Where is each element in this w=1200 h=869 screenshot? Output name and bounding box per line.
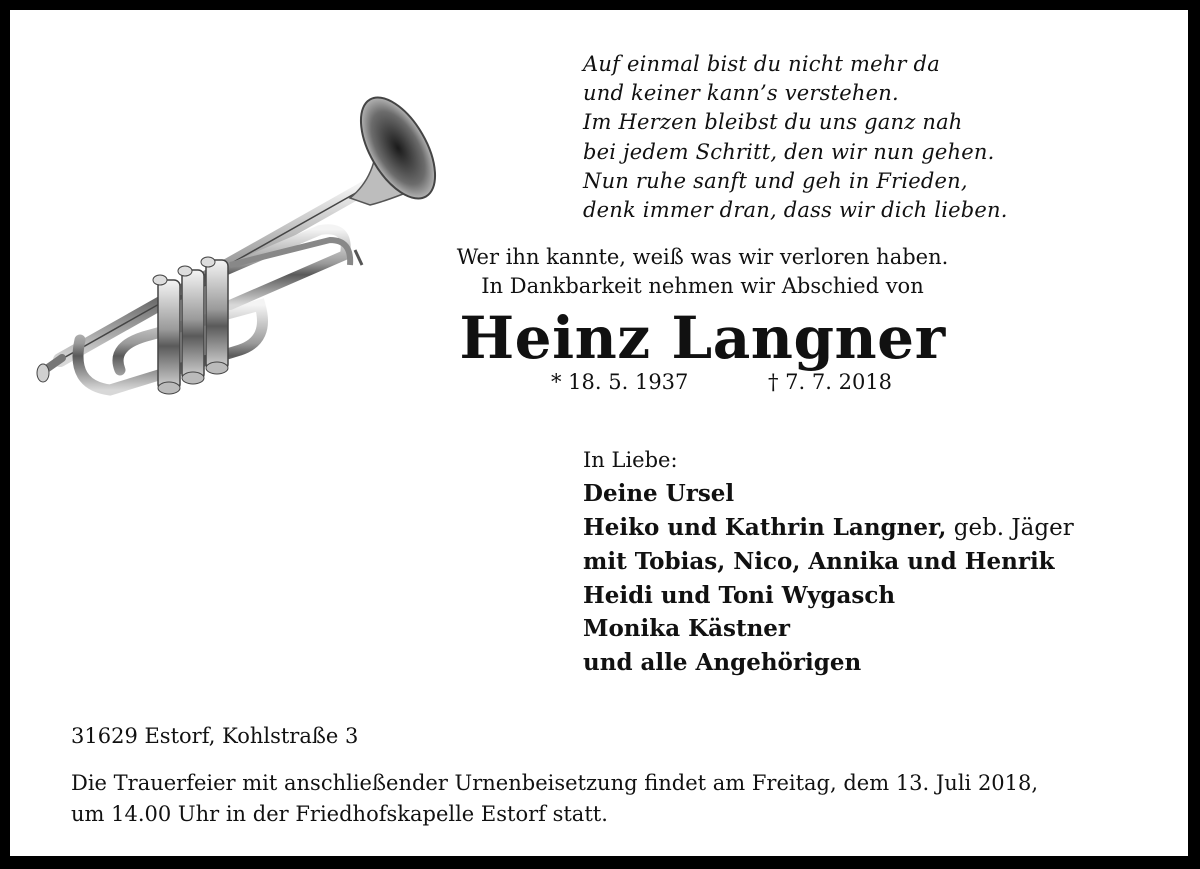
ceremony-line-2: um 14.00 Uhr in der Friedhofskapelle Estorf statt. xyxy=(71,802,608,826)
poem-line: bei jedem Schritt, den wir nun gehen. xyxy=(583,139,995,164)
maiden-name: geb. Jäger xyxy=(946,514,1074,541)
intro-line-2: In Dankbarkeit nehmen wir Abschied von xyxy=(481,274,924,298)
ceremony-line-1: Die Trauerfeier mit anschließender Urnenbeisetzung findet am Freitag, dem 13. Juli 2018, xyxy=(71,771,1039,795)
poem-line: Im Herzen bleibst du uns ganz nah xyxy=(583,110,963,135)
intro-line-1: Wer ihn kannte, weiß was wir verloren haben. xyxy=(456,245,949,269)
mourner-line: Heidi und Toni Wygasch xyxy=(583,581,896,609)
death-date: † 7. 7. 2018 xyxy=(768,370,893,394)
mourner-line: und alle Angehörigen xyxy=(583,648,862,676)
obituary-notice xyxy=(10,10,1188,856)
mourner-names: Heiko und Kathrin Langner, xyxy=(583,513,947,541)
poem-line: Nun ruhe sanft und geh in Frieden, xyxy=(583,168,968,193)
address: 31629 Estorf, Kohlstraße 3 xyxy=(71,724,359,748)
poem xyxy=(583,50,1008,225)
poem-line: denk immer dran, dass wir dich lieben. xyxy=(583,198,1008,223)
ceremony-info xyxy=(71,768,1143,830)
mourner-line: Deine Ursel xyxy=(583,480,735,507)
poem-line: Auf einmal bist du nicht mehr da xyxy=(583,52,940,76)
poem-line: und keiner kann’s verstehen. xyxy=(583,81,899,106)
mourner-line: mit Tobias, Nico, Annika und Henrik xyxy=(583,548,1055,575)
mourners-list xyxy=(583,444,1074,679)
intro-text xyxy=(370,243,1035,301)
mourners-lead: In Liebe: xyxy=(583,448,678,472)
birth-date: * 18. 5. 1937 xyxy=(551,370,689,394)
deceased-name: Heinz Langner xyxy=(459,304,946,372)
mourner-line: Monika Kästner xyxy=(583,615,791,642)
mourner-line xyxy=(583,511,1074,546)
